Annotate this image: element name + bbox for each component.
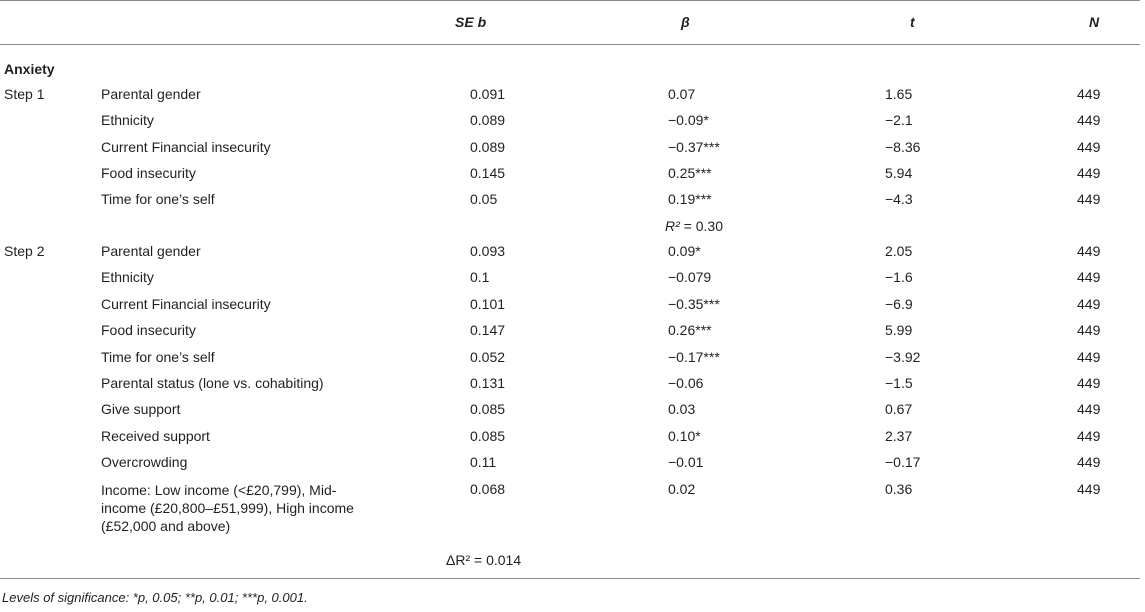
step-label: Step 1 bbox=[4, 86, 45, 102]
n-value: 449 bbox=[1077, 322, 1101, 339]
se-b-value: 0.091 bbox=[470, 86, 506, 102]
bottom-rule bbox=[0, 578, 1140, 579]
table-row bbox=[0, 243, 1140, 267]
header-n: N bbox=[1089, 14, 1100, 30]
n-value: 449 bbox=[1077, 243, 1101, 259]
table-row bbox=[0, 296, 1140, 320]
table-row bbox=[0, 165, 1140, 189]
n-value: 449 bbox=[1077, 348, 1101, 365]
t-value: 0.67 bbox=[885, 401, 913, 418]
n-value: 449 bbox=[1077, 112, 1101, 129]
n-value: 449 bbox=[1077, 269, 1101, 286]
variable-name: Parental gender bbox=[101, 86, 201, 102]
header-se-b: SE b bbox=[455, 14, 487, 30]
beta-value: −0.079 bbox=[668, 269, 712, 286]
t-value: 5.99 bbox=[885, 322, 913, 339]
variable-name: Ethnicity bbox=[101, 112, 154, 129]
beta-value: 0.19*** bbox=[668, 191, 712, 208]
beta-value: 0.10* bbox=[668, 427, 701, 444]
delta-r-squared-step2 bbox=[446, 552, 521, 568]
variable-name: Ethnicity bbox=[101, 269, 154, 286]
n-value: 449 bbox=[1077, 454, 1101, 471]
beta-value: −0.17*** bbox=[668, 348, 720, 365]
n-value: 449 bbox=[1077, 480, 1101, 497]
t-value: −8.36 bbox=[885, 138, 921, 155]
significance-footnote bbox=[2, 590, 308, 605]
variable-name: Parental gender bbox=[101, 243, 201, 259]
beta-value: −0.06 bbox=[668, 375, 704, 391]
se-b-value: 0.145 bbox=[470, 164, 506, 181]
r-squared-step1 bbox=[665, 218, 723, 234]
table-row bbox=[0, 375, 1140, 399]
se-b-value: 0.085 bbox=[470, 427, 506, 444]
t-value: 5.94 bbox=[885, 164, 913, 181]
se-b-value: 0.089 bbox=[470, 138, 506, 155]
beta-value: −0.01 bbox=[668, 454, 704, 471]
n-value: 449 bbox=[1077, 295, 1101, 312]
beta-value: 0.02 bbox=[668, 480, 696, 497]
t-value: 0.36 bbox=[885, 480, 913, 497]
delta-r-squared-value: = 0.014 bbox=[474, 552, 522, 568]
t-value: −4.3 bbox=[885, 191, 913, 208]
se-b-value: 0.147 bbox=[470, 322, 506, 339]
se-b-value: 0.068 bbox=[470, 480, 506, 497]
n-value: 449 bbox=[1077, 191, 1101, 208]
n-value: 449 bbox=[1077, 375, 1101, 391]
r-squared-label: R² bbox=[665, 218, 680, 234]
variable-name: Income: Low income (<£20,799), Mid-income (£20,800–£51,999), High income (£52,000 and above) bbox=[101, 481, 354, 534]
se-b-value: 0.089 bbox=[470, 112, 506, 129]
footnote-text: Levels of significance: *p, 0.05; **p, 0.01; ***p, 0.001. bbox=[2, 590, 308, 605]
beta-value: 0.25*** bbox=[668, 164, 712, 181]
table-row bbox=[0, 191, 1140, 215]
variable-name: Food insecurity bbox=[101, 164, 196, 181]
se-b-value: 0.05 bbox=[470, 191, 498, 208]
delta-r-squared-label: ΔR² bbox=[446, 552, 471, 568]
n-value: 449 bbox=[1077, 164, 1101, 181]
variable-name: Overcrowding bbox=[101, 454, 188, 471]
r-squared-value: = 0.30 bbox=[683, 218, 723, 234]
beta-value: −0.09* bbox=[668, 112, 709, 129]
variable-name: Food insecurity bbox=[101, 322, 196, 339]
header-beta: β bbox=[681, 14, 690, 30]
se-b-value: 0.052 bbox=[470, 348, 506, 365]
se-b-value: 0.131 bbox=[470, 375, 506, 391]
beta-value: −0.37*** bbox=[668, 138, 720, 155]
table-row bbox=[0, 349, 1140, 373]
section-anxiety: Anxiety bbox=[4, 61, 55, 77]
n-value: 449 bbox=[1077, 86, 1101, 102]
beta-value: 0.07 bbox=[668, 86, 696, 102]
t-value: −1.6 bbox=[885, 269, 913, 286]
step-label: Step 2 bbox=[4, 243, 45, 259]
variable-name: Time for one’s self bbox=[101, 348, 215, 365]
se-b-value: 0.093 bbox=[470, 243, 506, 259]
n-value: 449 bbox=[1077, 401, 1101, 418]
beta-value: −0.35*** bbox=[668, 295, 720, 312]
table-row bbox=[0, 428, 1140, 452]
variable-name: Time for one’s self bbox=[101, 191, 215, 208]
n-value: 449 bbox=[1077, 138, 1101, 155]
variable-name: Give support bbox=[101, 401, 181, 418]
n-value: 449 bbox=[1077, 427, 1101, 444]
header-t: t bbox=[910, 14, 915, 30]
table-row bbox=[0, 322, 1140, 346]
t-value: −0.17 bbox=[885, 454, 921, 471]
se-b-value: 0.085 bbox=[470, 401, 506, 418]
variable-name: Current Financial insecurity bbox=[101, 295, 271, 312]
t-value: −6.9 bbox=[885, 295, 913, 312]
t-value: 2.37 bbox=[885, 427, 913, 444]
header-rule bbox=[0, 44, 1140, 45]
t-value: 2.05 bbox=[885, 243, 913, 259]
table-row bbox=[0, 454, 1140, 478]
beta-value: 0.09* bbox=[668, 243, 701, 259]
table-row bbox=[0, 139, 1140, 163]
table-row bbox=[0, 401, 1140, 425]
t-value: −1.5 bbox=[885, 375, 913, 391]
t-value: −3.92 bbox=[885, 348, 921, 365]
beta-value: 0.03 bbox=[668, 401, 696, 418]
top-rule bbox=[0, 0, 1140, 1]
se-b-value: 0.101 bbox=[470, 295, 506, 312]
table-row bbox=[0, 86, 1140, 110]
se-b-value: 0.1 bbox=[470, 269, 490, 286]
se-b-value: 0.11 bbox=[470, 454, 497, 471]
table-row bbox=[0, 112, 1140, 136]
t-value: 1.65 bbox=[885, 86, 913, 102]
variable-name: Received support bbox=[101, 427, 210, 444]
t-value: −2.1 bbox=[885, 112, 913, 129]
table-row bbox=[0, 269, 1140, 293]
beta-value: 0.26*** bbox=[668, 322, 712, 339]
variable-name: Current Financial insecurity bbox=[101, 138, 271, 155]
table-row bbox=[0, 480, 1140, 534]
variable-name: Parental status (lone vs. cohabiting) bbox=[101, 375, 324, 391]
